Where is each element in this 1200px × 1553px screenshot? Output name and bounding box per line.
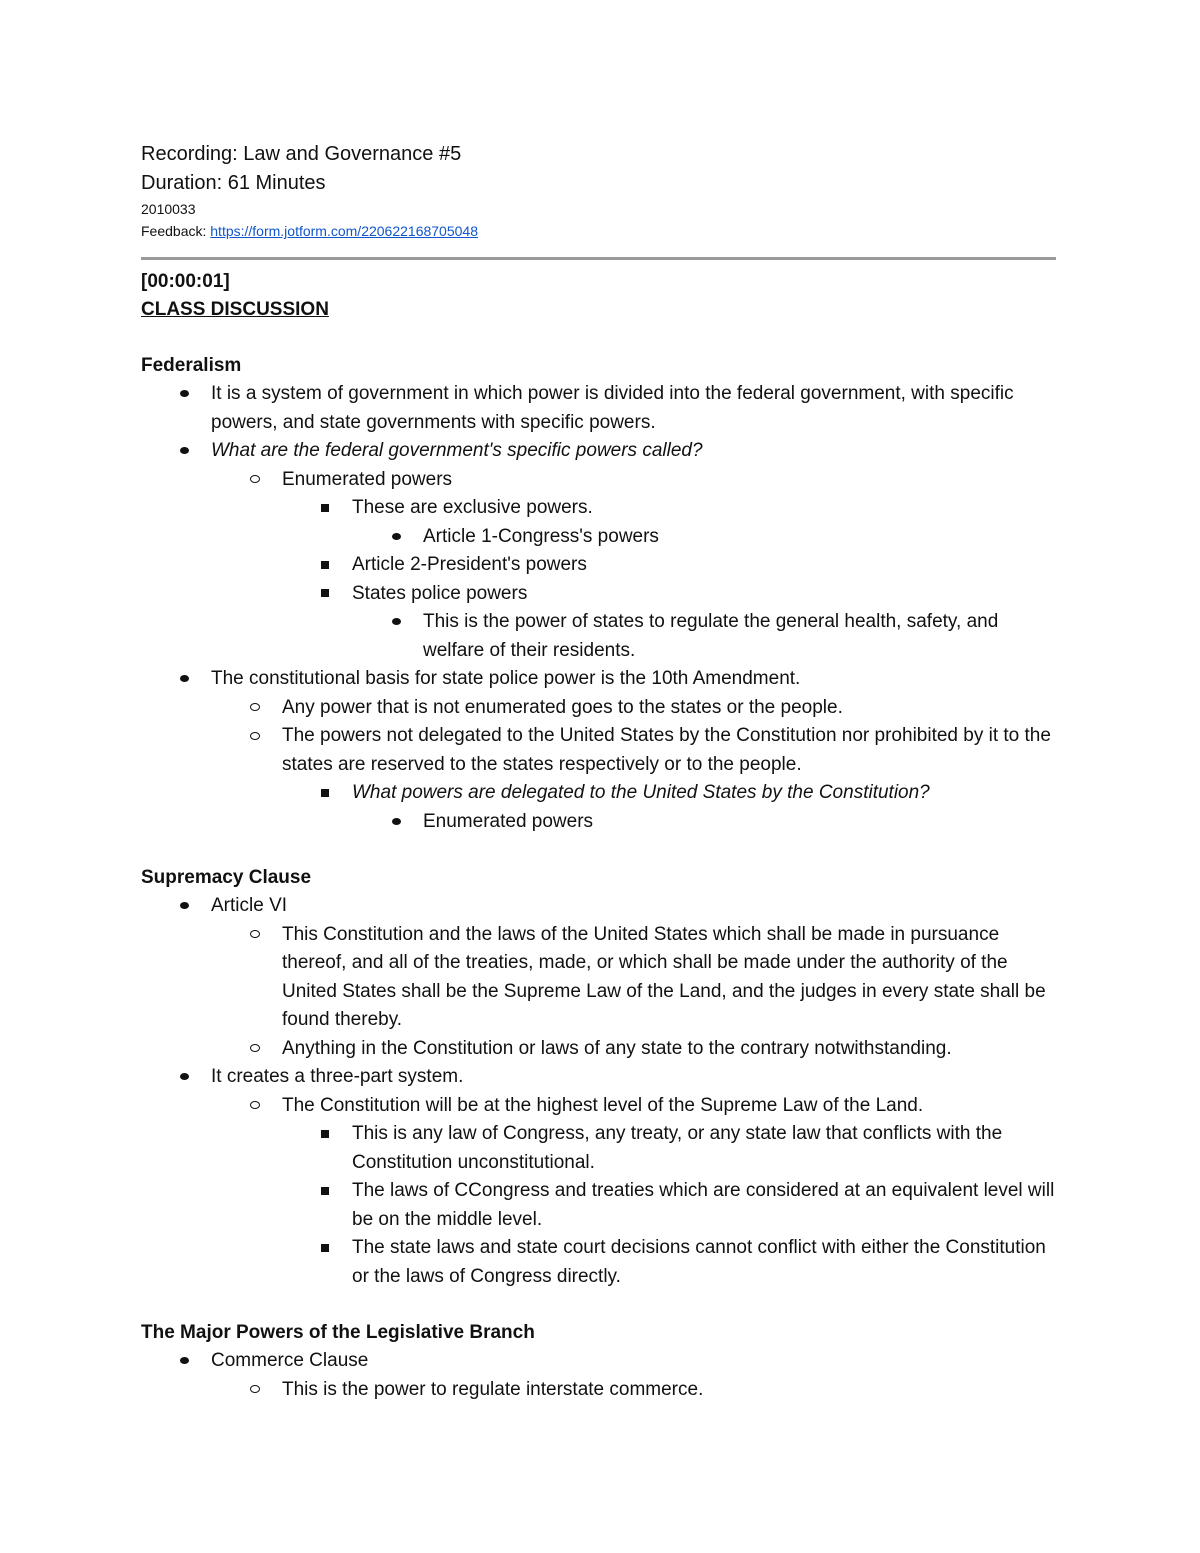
bullet-disc-icon	[174, 437, 194, 466]
bullet-square-icon	[315, 1234, 335, 1263]
list-item: What are the federal government's specific powers called?	[141, 437, 1056, 466]
list-item: Enumerated powers	[141, 466, 1056, 495]
section-heading-legislative-powers: The Major Powers of the Legislative Branch	[141, 1322, 535, 1343]
bullet-circle-icon	[245, 1092, 265, 1121]
notes-body	[141, 268, 1056, 1404]
section-heading-supremacy-clause: Supremacy Clause	[141, 867, 312, 888]
list-item: States police powers	[141, 580, 1056, 609]
list-item: This Constitution and the laws of the United States which shall be made in pursuance thereof, and all of the treaties, made, or which shall be made under the authority of the United States shall be the Supreme Law of the Land, and the judges in every state shall be found thereby.	[141, 921, 1056, 1035]
list-item: It creates a three-part system.	[141, 1063, 1056, 1092]
bullet-circle-icon	[245, 921, 265, 950]
list-item: The constitutional basis for state police power is the 10th Amendment.	[141, 665, 1056, 694]
bullet-disc-icon	[174, 892, 194, 921]
bullet-disc-icon	[386, 608, 406, 637]
bullet-circle-icon	[245, 1376, 265, 1405]
bullet-disc-icon	[174, 665, 194, 694]
bullet-disc-icon	[174, 380, 194, 409]
feedback-label: Feedback:	[141, 223, 211, 239]
list-item: The state laws and state court decisions cannot conflict with either the Constitution or the laws of Congress directly.	[141, 1234, 1056, 1291]
list-item: This is the power of states to regulate the general health, safety, and welfare of their residents.	[141, 608, 1056, 665]
class-discussion-heading: CLASS DISCUSSION	[141, 299, 329, 320]
bullet-circle-icon	[245, 466, 265, 495]
duration: Duration: 61 Minutes	[141, 172, 326, 194]
bullet-circle-icon	[245, 694, 265, 723]
list-item: Enumerated powers	[141, 808, 1056, 837]
feedback-link[interactable]: https://form.jotform.com/220622168705048	[210, 223, 478, 239]
bullet-square-icon	[315, 779, 335, 808]
feedback-line	[141, 220, 1056, 242]
list-item: This is any law of Congress, any treaty, or any state law that conflicts with the Constitution unconstitutional.	[141, 1120, 1056, 1177]
bullet-square-icon	[315, 1177, 335, 1206]
list-item: Article 1-Congress's powers	[141, 523, 1056, 552]
bullet-square-icon	[315, 580, 335, 609]
list-item: Any power that is not enumerated goes to the states or the people.	[141, 694, 1056, 723]
bullet-disc-icon	[386, 523, 406, 552]
list-item: The laws of CCongress and treaties which are considered at an equivalent level will be on the middle level.	[141, 1177, 1056, 1234]
section-heading-federalism: Federalism	[141, 355, 242, 376]
list-item: It is a system of government in which power is divided into the federal government, with specific powers, and state governments with specific powers.	[141, 380, 1056, 437]
list-item: Anything in the Constitution or laws of any state to the contrary notwithstanding.	[141, 1035, 1056, 1064]
bullet-circle-icon	[245, 722, 265, 751]
list-item: The Constitution will be at the highest level of the Supreme Law of the Land.	[141, 1092, 1056, 1121]
list-item: These are exclusive powers.	[141, 494, 1056, 523]
bullet-circle-icon	[245, 1035, 265, 1064]
horizontal-divider	[141, 257, 1056, 260]
bullet-square-icon	[315, 1120, 335, 1149]
recording-code: 2010033	[141, 201, 196, 217]
bullet-disc-icon	[386, 808, 406, 837]
list-item: Article VI	[141, 892, 1056, 921]
timestamp: [00:00:01]	[141, 271, 230, 292]
recording-title: Recording: Law and Governance #5	[141, 143, 462, 165]
document-page	[141, 140, 1056, 1400]
bullet-disc-icon	[174, 1063, 194, 1092]
list-item: Article 2-President's powers	[141, 551, 1056, 580]
list-item: What powers are delegated to the United States by the Constitution?	[141, 779, 1056, 808]
list-item: This is the power to regulate interstate commerce.	[141, 1376, 1056, 1405]
list-item: The powers not delegated to the United States by the Constitution nor prohibited by it to the states are reserved to the states respectively or to the people.	[141, 722, 1056, 779]
list-item: Commerce Clause	[141, 1347, 1056, 1376]
bullet-square-icon	[315, 551, 335, 580]
bullet-disc-icon	[174, 1347, 194, 1376]
bullet-square-icon	[315, 494, 335, 523]
